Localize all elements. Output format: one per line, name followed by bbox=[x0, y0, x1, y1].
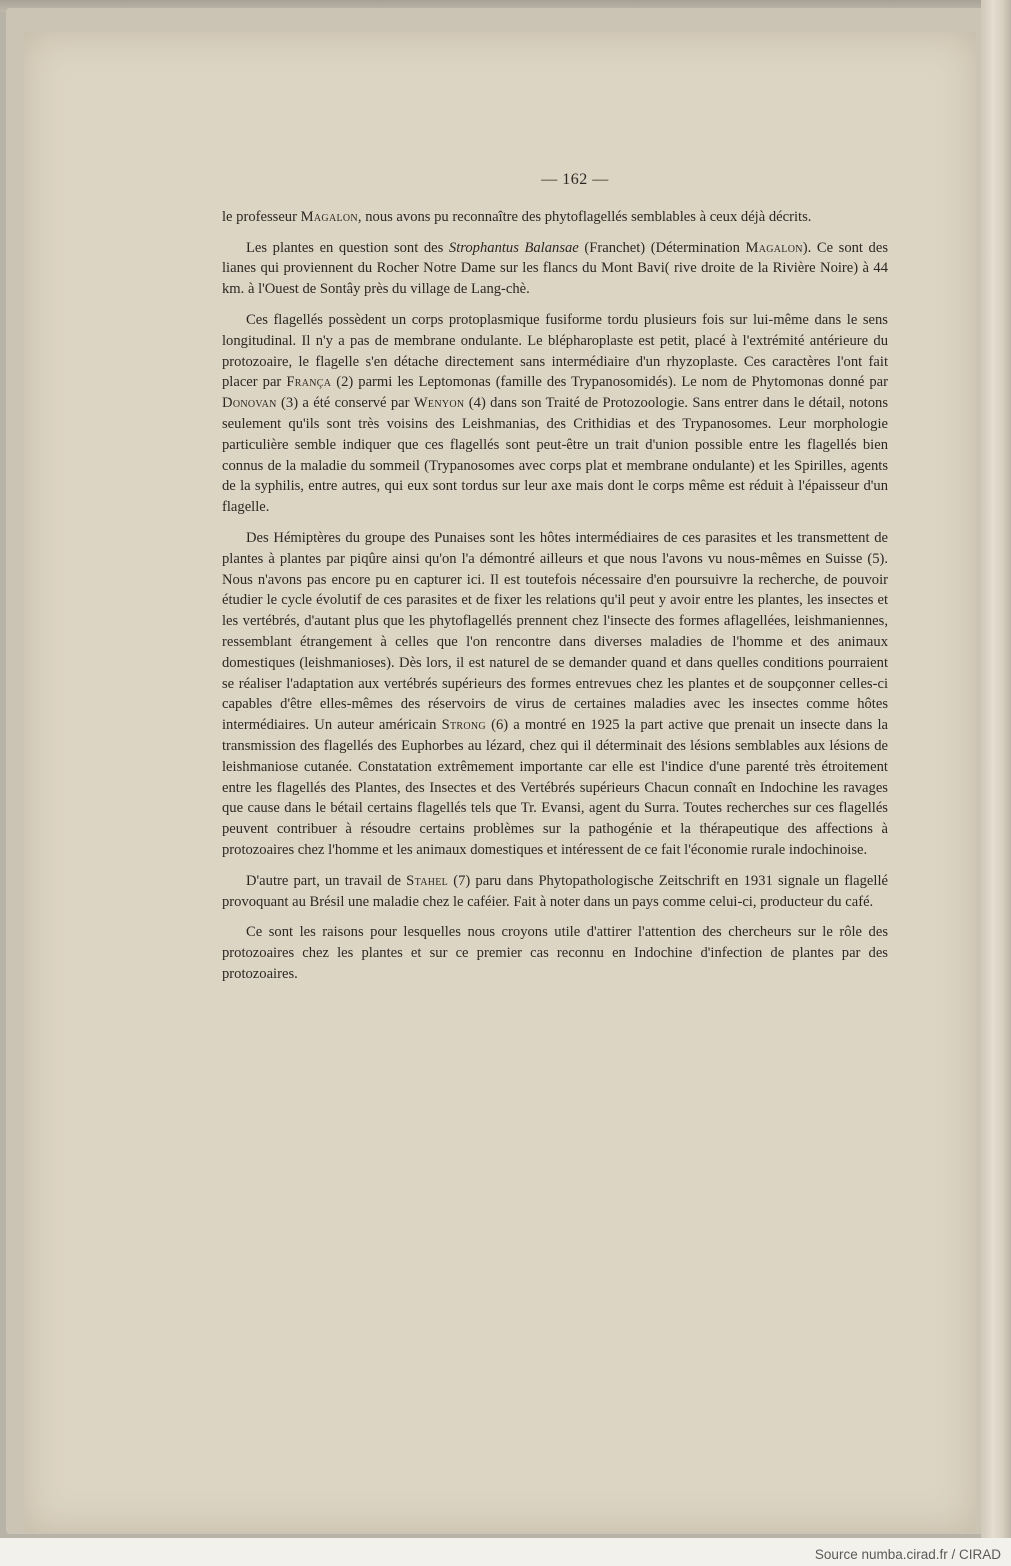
species-name: Strophantus Balansae bbox=[448, 239, 579, 256]
paragraph-5 bbox=[222, 871, 888, 913]
author-name: Stahel bbox=[406, 872, 449, 889]
text-run: (4) dans son Traité de Protozoologie. Sans entrer dans le détail, notons seulement qu'ils sont très voisins des Leishmanias, des Crithidias et des Trypanosomes. Leur morphologie particulière semble indiquer que ces flagellés sont peut-être un trait d'union possible entre les flagellés bien connus de la maladie du sommeil (Trypanosomes avec corps plat et membrane ondulante) et les Spirilles, agents de la syphilis, entre autres, qui eux sont tordus sur leur axe mais dont le corps même est réduit à l'épaisseur d'un flagelle. bbox=[222, 395, 888, 516]
text-run: Ces flagellés possèdent un corps protoplasmique fusiforme tordu plusieurs fois sur lui-même dans le sens longitudinal. Il n'y a pas de membrane ondulante. Le blépharoplaste est petit, placé à l'extrémité antérieure du protozoaire, le flagelle s'en détache directement sans intermédiaire d'un rhyzoplaste. Ces caractères l'ont fait placer par bbox=[222, 311, 888, 391]
text-run: Ce sont les raisons pour lesquelles nous croyons utile d'attirer l'attention des chercheurs sur le rôle des protozoaires chez les plantes et sur ce premier cas reconnu en Indochine d'infection de plantes par des protozoaires. bbox=[222, 924, 888, 982]
text-run: (3) a été conservé par bbox=[276, 395, 414, 412]
author-name: Donovan bbox=[222, 395, 277, 412]
page-number: — 162 — bbox=[541, 171, 609, 188]
paragraph-6 bbox=[222, 922, 888, 984]
paragraph-4 bbox=[222, 528, 888, 861]
text-run: (Franchet) (Détermination bbox=[578, 239, 746, 256]
text-run: D'autre part, un travail de bbox=[246, 872, 407, 889]
text-run: ). Ce sont des lianes qui proviennent du Rocher Notre Dame sur les flancs du Mont Bavi( rive droite de la Rivière Noire) à 44 km. à l'Ouest de Sontây près du village de Lang-chè. bbox=[222, 239, 889, 298]
author-name: Magalon bbox=[300, 208, 358, 225]
text-run: le professeur bbox=[222, 208, 301, 225]
right-page-edge bbox=[981, 0, 1011, 1538]
author-name: Strong bbox=[441, 717, 486, 734]
author-name: Magalon bbox=[745, 239, 803, 256]
text-run: , nous avons pu reconnaître des phytoflagellés semblables à ceux déjà décrits. bbox=[357, 208, 812, 225]
paragraph-2 bbox=[222, 238, 888, 300]
text-run: (2) parmi les Leptomonas (famille des Trypanosomidés). Le nom de Phytomonas donné par bbox=[331, 374, 888, 391]
author-name: Wenyon bbox=[413, 395, 465, 412]
text-run: Des Hémiptères du groupe des Punaises sont les hôtes intermédiaires de ces parasites et les transmettent de plantes à plantes par piqûre ainsi qu'on l'a démontré ailleurs et que nous l'avons vu nous-mêmes en Suisse (5). Nous n'avons pas encore pu en capturer ici. Il est toutefois nécessaire d'en poursuivre la recherche, de pouvoir étudier le cycle évolutif de ces parasites et de fixer les relations qu'il peut y avoir entre les plantes, les insectes et les vertébrés, d'autant plus que les phytoflagellés prennent chez l'insecte des formes aflagellées, leishmaniennes, ressemblant étrangement à celles que l'on rencontre dans diverses maladies de l'homme et des animaux domestiques (leishmanioses). Dès lors, il est naturel de se demander quand et dans quelles conditions pourraient se réaliser l'adaptation aux vertébrés supérieurs des formes entrevues chez les plantes et de soupçonner celles-ci capables d'être elles-mêmes des réservoirs de virus de certaines maladies avec les insectes comme hôtes intermédiaires. Un auteur américain bbox=[222, 529, 888, 734]
text-run: (6) a montré en 1925 la part active que prenait un insecte dans la transmission des flagellés des Euphorbes au lézard, chez qui il déterminait des lésions semblables aux lésions de leishmaniose cutanée. Constatation extrêmement importante car elle est l'indice d'une parenté très étroitement entre les flagellés des Plantes, des Insectes et des Vertébrés supérieurs Chacun connaît en Indochine les ravages que cause dans le bétail certains flagellés tels que Tr. Evansi, agent du Surra. Toutes recherches sur ces flagellés peuvent contribuer à résoudre certains problèmes sur la pathogénie et la thérapeutique des affections à protozoaires chez l'homme et les animaux domestiques et intéressent de ce fait l'économie rurale indochinoise. bbox=[222, 717, 888, 858]
paragraph-1 bbox=[222, 207, 888, 228]
source-credit: Source numba.cirad.fr / CIRAD bbox=[814, 1547, 1001, 1562]
text-run: Les plantes en question sont des bbox=[246, 239, 449, 256]
text-run: (7) paru dans Phytopathologische Zeitschrift en 1931 signale un flagellé provoquant au Brésil une maladie chez le caféier. Fait à noter dans un pays comme celui-ci, producteur du café. bbox=[222, 872, 889, 910]
author-name: França bbox=[286, 374, 332, 391]
paragraph-3 bbox=[222, 310, 888, 518]
page-text-block bbox=[222, 170, 888, 995]
